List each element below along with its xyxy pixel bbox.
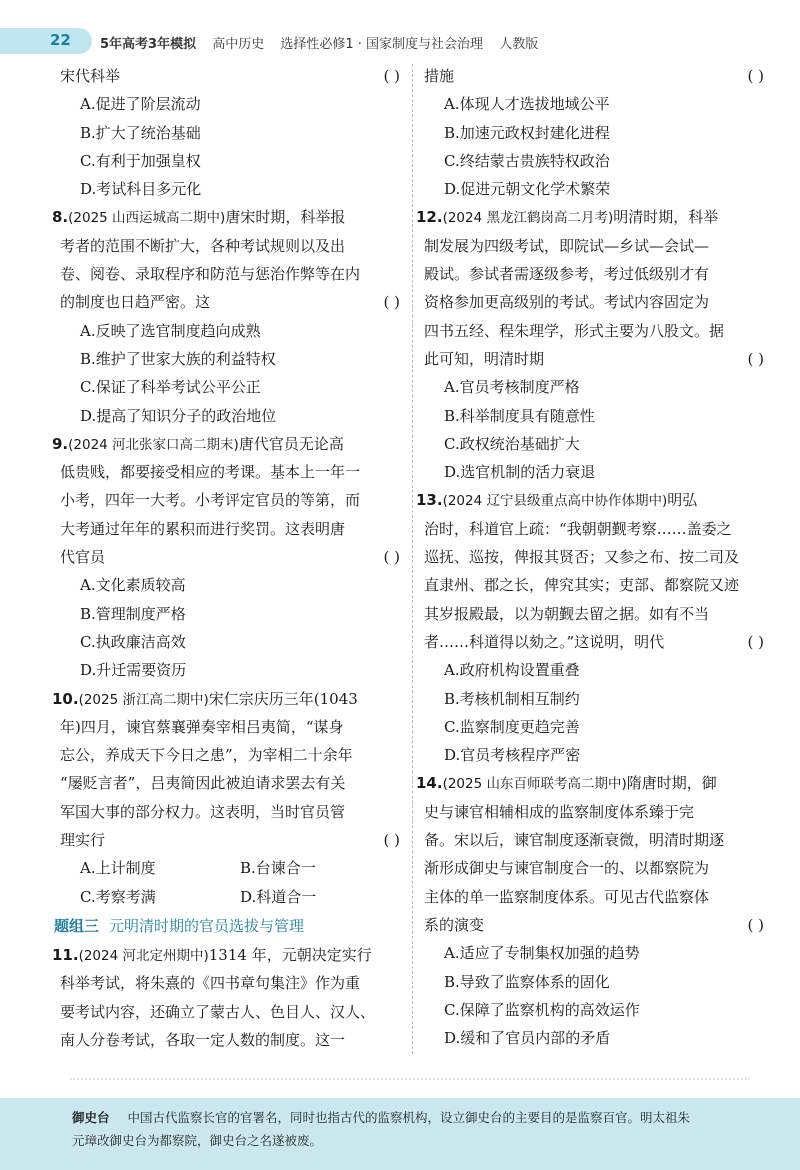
q12-stem: 12.(2024 黑龙江鹤岗高二月考)明清时期，科举 [416,208,719,227]
q14-option-d: D.缓和了官员内部的矛盾 [444,1029,611,1048]
header-series: 5年高考3年模拟 [100,37,197,52]
q8-number: 8. [52,208,69,227]
q8-stem-line: 卷、阅卷、录取程序和防范与惩治作弊等在内 [60,265,361,284]
page-header [0,28,800,54]
answer-blank: ( ) [747,67,764,85]
q10-stem-line: 年)四月，谏官蔡襄弹奏宰相吕夷简，“谋身 [60,717,344,736]
q10-option-c: C.考察考满 [80,887,156,906]
q12-stem-line: 此可知，明清时期 ( ) [424,345,764,373]
answer-blank: ( ) [383,831,400,850]
q12-option-d: D.选官机制的活力衰退 [444,463,596,482]
q12-stem-line: 制发展为四级考试，即院试—乡试—会试— [424,236,710,255]
left-column [52,62,400,1054]
answer-blank: ( ) [747,915,764,934]
q14-stem-line: 渐形成御史与谏官制度合一的、以都察院为 [424,859,710,878]
q11-option-b: B.加速元政权封建化进程 [444,123,610,142]
q13-option-c: C.监察制度更趋完善 [444,717,580,736]
q10-stem-line: “屡贬言者”，吕夷简因此被迫请求罢去有关 [60,774,346,793]
q7-option-b: B.扩大了统治基础 [80,123,201,142]
answer-blank: ( ) [383,67,400,85]
right-column [416,62,764,1052]
q9-stem: 9.(2024 河北张家口高二期末)唐代官员无论高 [52,434,344,453]
header-subject: 高中历史 [212,37,265,52]
q9-source: (2024 河北张家口高二期末) [68,436,239,453]
q9-number: 9. [52,434,69,453]
answer-blank: ( ) [747,632,764,651]
q11-option-a: A.体现人才选拔地域公平 [444,95,610,114]
header-band [0,28,92,54]
q9-stem-line: 低贵贱，都要接受相应的考课。基本上一年一 [60,463,361,482]
q12-option-b: B.科举制度具有随意性 [444,406,595,425]
q13-stem-line: 直隶州、郡之长，俾究其实；吏部、都察院又迹 [424,576,740,595]
q13-source: (2024 辽宁县级重点高中协作体期中) [442,493,668,510]
q12-option-a: A.官员考核制度严格 [444,378,580,397]
q11-option-c: C.终结蒙古贵族特权政治 [444,151,610,170]
q12-stem-line: 资格参加更高级别的考试。考试内容固定为 [424,293,710,312]
q14-option-a: A.适应了专制集权加强的趋势 [444,944,640,963]
q13-option-d: D.官员考核程序严密 [444,746,581,765]
q12-stem-line: 四书五经、程朱理学，形式主要为八股文。据 [424,321,725,340]
footer-term: 御史台 [72,1110,110,1125]
q7-option-a: A.促进了阶层流动 [80,95,201,114]
q11-stem-tail: 措施 ( ) [424,62,764,90]
q9-option-a: A.文化素质较高 [80,576,186,595]
page-number: 22 [50,31,71,49]
q13-number: 13. [416,491,443,510]
q13-stem: 13.(2024 辽宁县级重点高中协作体期中)明弘 [416,491,698,510]
q8-stem: 8.(2025 山西运城高二期中)唐宋时期，科举报 [52,208,346,227]
q8-option-b: B.维护了世家大族的利益特权 [80,349,276,368]
footer-note [0,1098,800,1170]
answer-blank: ( ) [747,349,764,368]
q7-stem-tail: 宋代科举 ( ) [60,62,400,90]
q13-option-a: A.政府机构设置重叠 [444,661,580,680]
answer-blank: ( ) [383,293,400,312]
q14-source: (2025 山东百师联考高二期中) [442,776,627,793]
q14-stem-line: 备。宋以后，谏官制度逐渐衰微，明清时期逐 [424,831,725,850]
q14-stem-line: 系的演变 ( ) [424,911,764,939]
q10-number: 10. [52,689,79,708]
q9-stem-line: 代官员 ( ) [60,543,400,571]
q8-stem-line: 的制度也日趋严密。这 ( ) [60,288,400,316]
footer-separator [70,1078,750,1080]
q11-source: (2024 河北定州期中) [78,947,209,964]
section-label: 题组三 [54,916,100,935]
q14-option-b: B.导致了监察体系的固化 [444,972,610,991]
q13-stem-line: 其岁报殿最，以为朝觐去留之据。如有不当 [424,604,710,623]
q14-option-c: C.保障了监察机构的高效运作 [444,1000,640,1019]
q10-options-row-2 [60,883,400,911]
q14-stem-line: 主体的单一监察制度体系。可见古代监察体 [424,887,710,906]
section-title [54,911,400,941]
q9-option-c: C.执政廉洁高效 [80,632,186,651]
q10-option-d: D.科道合一 [240,887,317,906]
footer-line-1: 御史台 中国古代监察长官的官署名，同时也指古代的监察机构，设立御史台的主要目的是监察百官。明太祖朱 [72,1110,691,1125]
footer-line-2: 元璋改御史台为都察院，御史台之名遂被废。 [72,1133,323,1148]
q9-option-b: B.管理制度严格 [80,604,186,623]
q13-stem-line: 巡抚、巡按，俾报其贤否；又参之布、按二司及 [424,548,740,567]
q10-source: (2025 浙江高二期中) [78,691,209,708]
q9-option-d: D.升迁需要资历 [80,661,187,680]
q11-stem-line: 要考试内容，还确立了蒙古人、色目人、汉人、 [60,1002,376,1021]
q8-option-a: A.反映了选官制度趋向成熟 [80,321,261,340]
q8-source: (2025 山西运城高二期中) [68,210,226,227]
header-title [100,33,550,52]
q10-stem-line: 理实行 ( ) [60,826,400,854]
q7-option-c: C.有利于加强皇权 [80,151,201,170]
q8-stem-line: 考者的范围不断扩大，各种考试规则以及出 [60,236,346,255]
header-edition: 人教版 [499,37,539,52]
q13-stem-line: 者……科道得以劾之。”这说明，明代 ( ) [424,628,764,656]
q11-stem-line: 科举考试，将朱熹的《四书章句集注》作为重 [60,974,361,993]
q10-stem: 10.(2025 浙江高二期中)宋仁宗庆历三年(1043 [52,689,358,708]
q10-stem-line: 军国大事的部分权力。这表明，当时官员管 [60,802,346,821]
answer-blank: ( ) [383,548,400,567]
q7-option-d: D.考试科目多元化 [80,180,202,199]
q14-number: 14. [416,774,443,793]
q13-stem-line: 治时，科道官上疏：“我朝朝觐考察……盖委之 [424,519,732,538]
q11-number: 11. [52,945,79,964]
q12-option-c: C.政权统治基础扩大 [444,434,580,453]
q8-option-d: D.提高了知识分子的政治地位 [80,406,277,425]
q10-option-a: A.上计制度 [80,859,156,878]
q13-option-b: B.考核机制相互制约 [444,689,580,708]
column-divider [412,64,413,1054]
q14-stem-line: 史与谏官相辅相成的监察制度体系臻于完 [424,802,695,821]
q12-number: 12. [416,208,443,227]
q9-stem-line: 大考通过年年的累积而进行奖罚。这表明唐 [60,519,346,538]
footer-note-text [72,1106,772,1152]
q10-stem-line: 忘公，养成天下今日之患”，为宰相二十余年 [60,746,353,765]
q12-stem-line: 殿试。参试者需逐级参考，考过低级别才有 [424,265,710,284]
q10-option-b: B.台谏合一 [240,859,316,878]
q11-stem-line: 南人分卷考试，各取一定人数的制度。这一 [60,1030,346,1049]
section-heading: 元明清时期的官员选拔与管理 [109,916,305,935]
q14-stem: 14.(2025 山东百师联考高二期中)隋唐时期，御 [416,774,717,793]
q9-stem-line: 小考，四年一大考。小考评定官员的等第，而 [60,491,361,510]
q11-stem: 11.(2024 河北定州期中)1314 年，元朝决定实行 [52,945,372,964]
q11-option-d: D.促进元朝文化学术繁荣 [444,180,611,199]
q12-source: (2024 黑龙江鹤岗高二月考) [442,210,614,227]
q10-options-row-1 [60,854,400,882]
q8-option-c: C.保证了科举考试公平公正 [80,378,261,397]
header-book: 选择性必修1 · 国家制度与社会治理 [280,37,484,52]
